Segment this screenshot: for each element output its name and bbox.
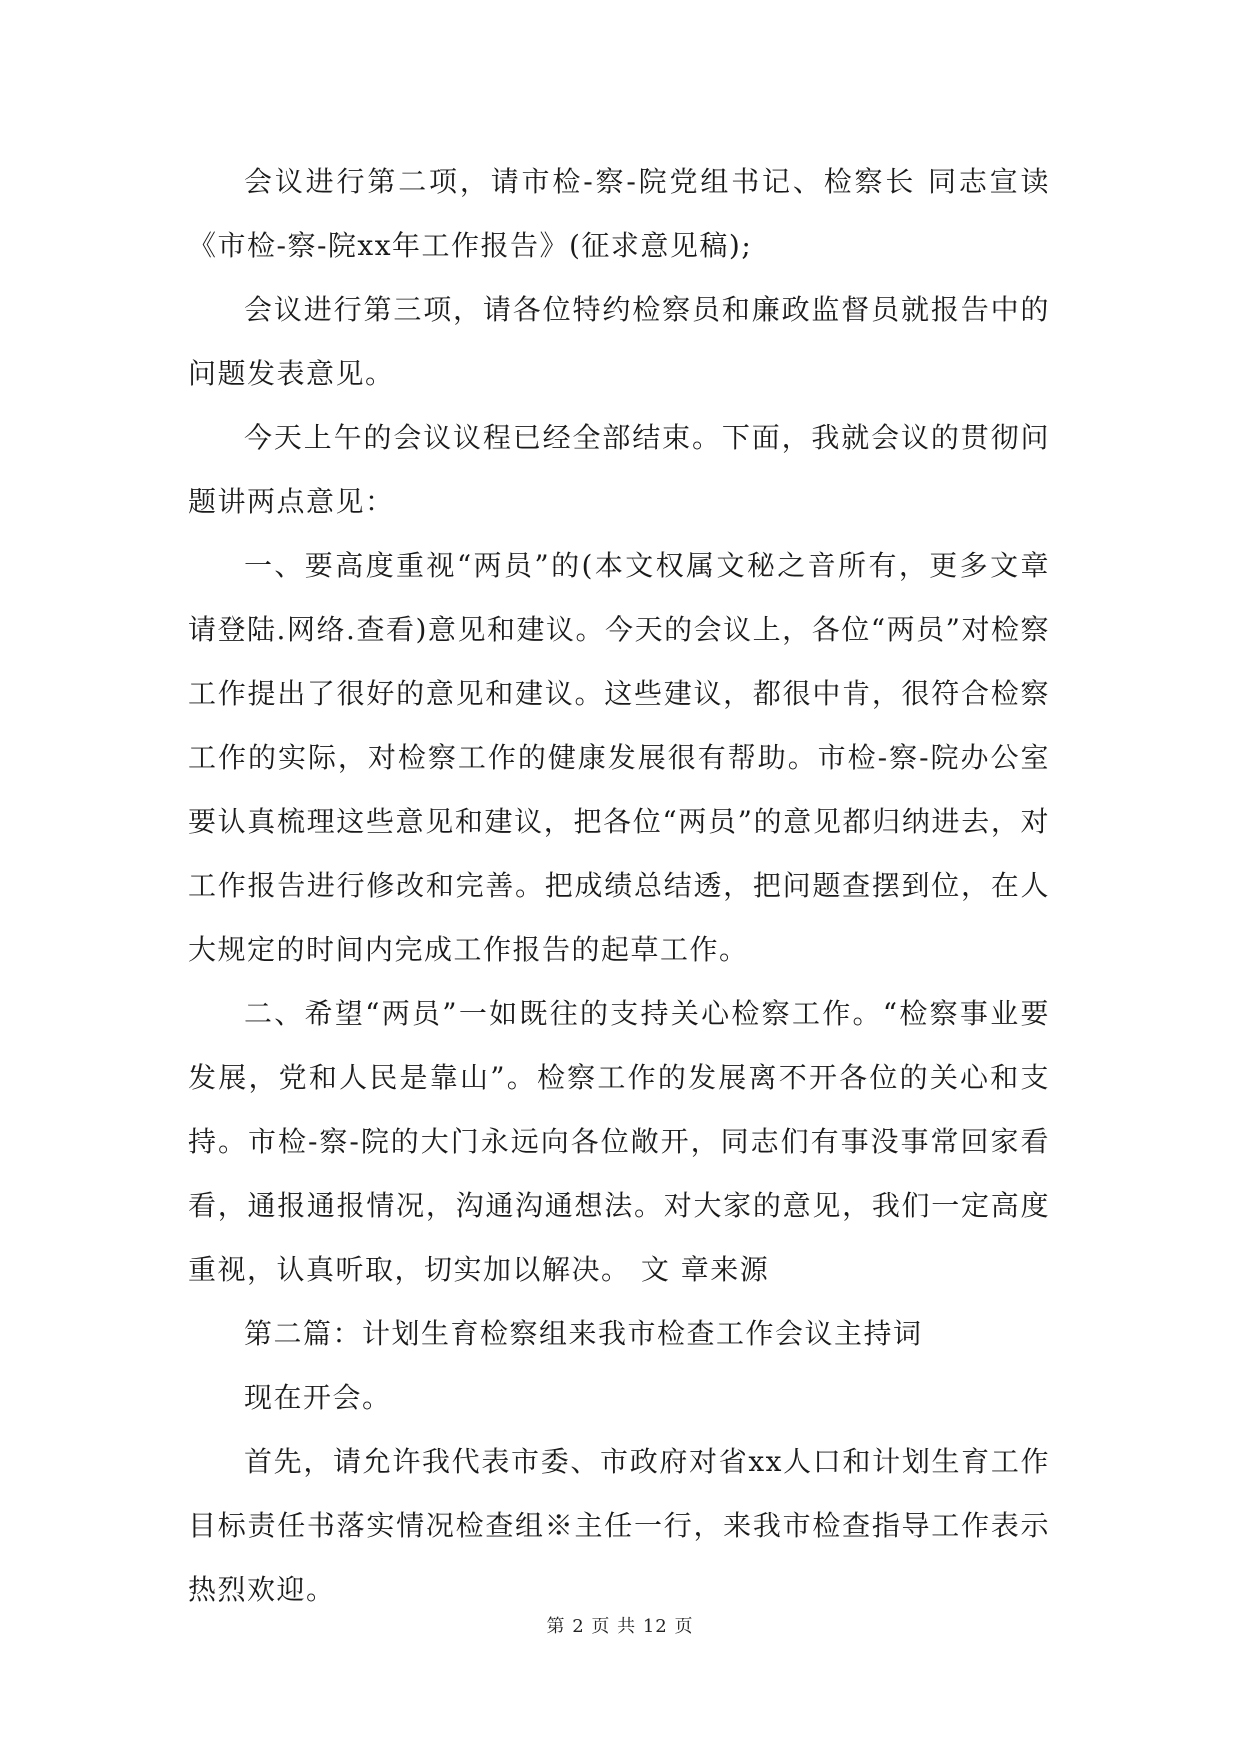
paragraph: 今天上午的会议议程已经全部结束。下面，我就会议的贯彻问题讲两点意见： xyxy=(188,421,1050,518)
paragraph: 会议进行第三项，请各位特约检察员和廉政监督员就报告中的问题发表意见。 xyxy=(188,293,1050,390)
paragraph: 二、希望“两员”一如既往的支持关心检察工作。“检察事业要发展，党和人民是靠山”。检察工作的发展离不开各位的关心和支持。市检-察-院的大门永远向各位敞开，同志们有事没事常回家看看，通报通报情况，沟通沟通想法。对大家的意见，我们一定高度重视，认真听取，切实加以解决。 文 章来源 xyxy=(188,997,1050,1286)
document-body xyxy=(188,150,1050,1622)
paragraph: 现在开会。 xyxy=(244,1381,392,1414)
paragraph: 会议进行第二项，请市检-察-院党组书记、检察长 同志宣读《市检-察-院xx年工作报告》(征求意见稿); xyxy=(188,165,1050,262)
section-heading: 第二篇：计划生育检察组来我市检查工作会议主持词 xyxy=(244,1317,923,1350)
paragraph: 首先，请允许我代表市委、市政府对省xx人口和计划生育工作目标责任书落实情况检查组※主任一行，来我市检查指导工作表示热烈欢迎。 xyxy=(188,1445,1050,1606)
paragraph: 一、要高度重视“两员”的(本文权属文秘之音所有，更多文章请登陆.网络.查看)意见和建议。今天的会议上，各位“两员”对检察工作提出了很好的意见和建议。这些建议，都很中肯，很符合检察工作的实际，对检察工作的健康发展很有帮助。市检-察-院办公室要认真梳理这些意见和建议，把各位“两员”的意见都归纳进去，对工作报告进行修改和完善。把成绩总结透，把问题查摆到位，在人大规定的时间内完成工作报告的起草工作。 xyxy=(188,549,1050,966)
page-number-footer: 第 2 页 共 12 页 xyxy=(546,1616,694,1637)
